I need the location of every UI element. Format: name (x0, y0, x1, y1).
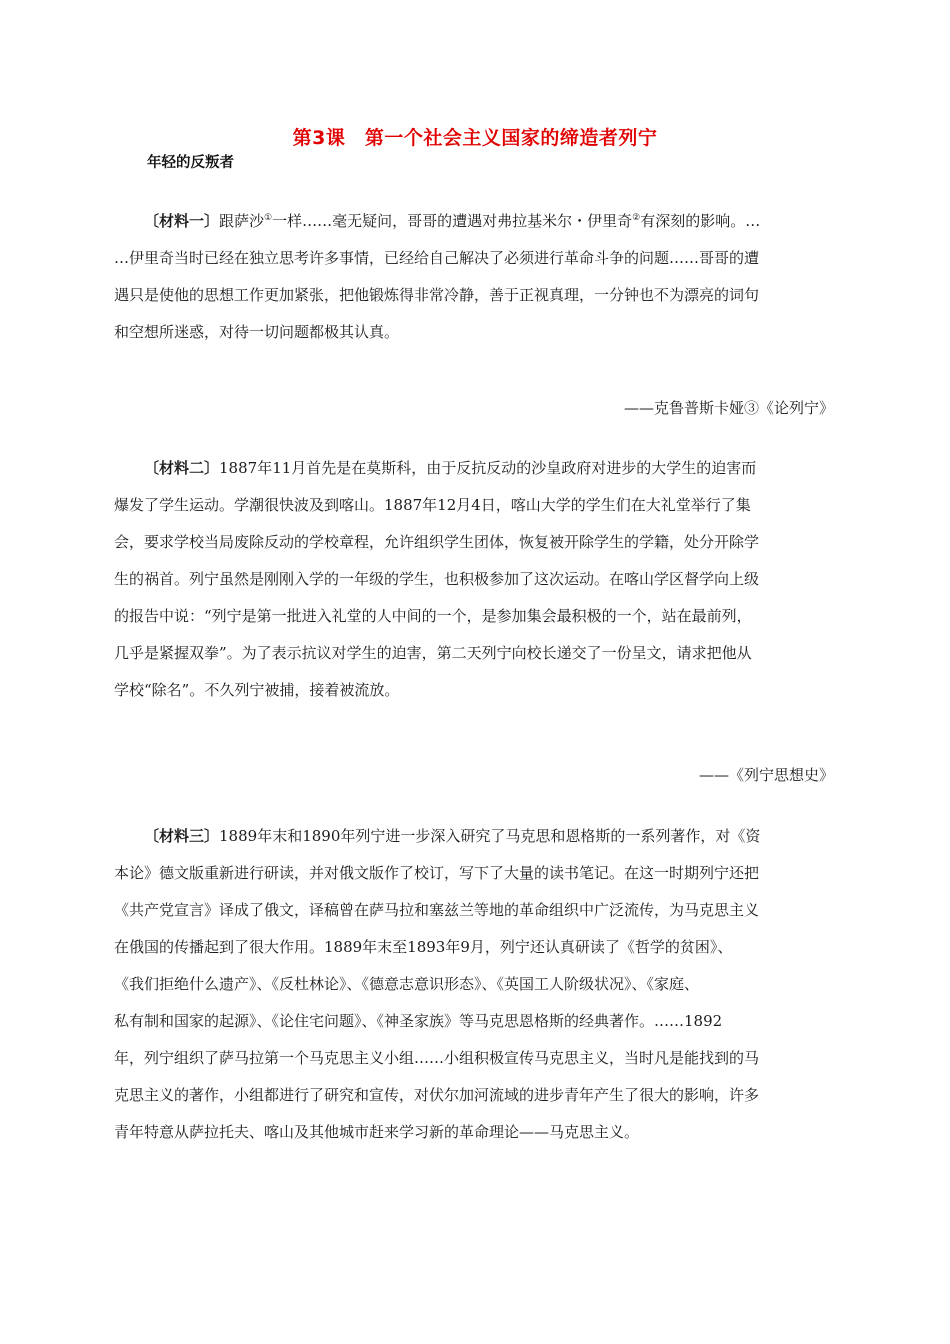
material-two-source: ——《列宁思想史》 (698, 766, 834, 784)
text-run: 跟萨沙 (219, 212, 265, 230)
material-two-paragraph (114, 450, 836, 709)
paragraph-line: 在俄国的传播起到了很大作用。1889年末至1893年9月，列宁还认真研读了《哲学的贫困》、 (114, 938, 733, 956)
paragraph-line: 和空想所迷惑，对待一切问题都极其认真。 (114, 323, 400, 341)
paragraph-line (114, 203, 836, 240)
material-one-source: ——克鲁普斯卡娅③《论列宁》 (623, 399, 834, 417)
paragraph-line: 《共产党宣言》译成了俄文，译稿曾在萨马拉和塞兹兰等地的革命组织中广泛流传，为马克思主义 (114, 901, 760, 919)
paragraph-line: 的报告中说：“列宁是第一批进入礼堂的人中间的一个，是参加集会最积极的一个，站在最前列， (114, 607, 752, 625)
material-tag: 〔材料三〕 (144, 827, 220, 845)
paragraph-line: 几乎是紧握双拳”。为了表示抗议对学生的迫害，第二天列宁向校长递交了一份呈文，请求把他从 (114, 644, 752, 662)
paragraph-line: 年，列宁组织了萨马拉第一个马克思主义小组……小组积极宣传马克思主义，当时凡是能找到的马 (114, 1049, 760, 1067)
paragraph-line: …伊里奇当时已经在独立思考许多事情，已经给自己解决了必须进行革命斗争的问题……哥哥的遭 (114, 249, 760, 267)
paragraph-line (114, 450, 836, 487)
text-run: 1889年末和1890年列宁进一步深入研究了马克思和恩格斯的一系列著作，对《资 (219, 827, 761, 845)
material-tag: 〔材料二〕 (144, 459, 220, 477)
material-tag: 〔材料一〕 (144, 212, 220, 230)
paragraph-line: 爆发了学生运动。学潮很快波及到喀山。1887年12月4日，喀山大学的学生们在大礼堂举行了集 (114, 496, 751, 514)
paragraph-line: 青年特意从萨拉托夫、喀山及其他城市赶来学习新的革命理论——马克思主义。 (114, 1123, 640, 1141)
paragraph-line: 会，要求学校当局废除反动的学校章程，允许组织学生团体，恢复被开除学生的学籍，处分开除学 (114, 533, 760, 551)
page-title: 第3课 第一个社会主义国家的缔造者列宁 (292, 127, 658, 149)
paragraph-line: 学校“除名”。不久列宁被捕，接着被流放。 (114, 681, 400, 699)
paragraph-line: 生的祸首。列宁虽然是刚刚入学的一年级的学生，也积极参加了这次运动。在喀山学区督学向上级 (114, 570, 760, 588)
text-run: 有深刻的影响。… (640, 212, 761, 230)
footnote-mark: ① (264, 213, 273, 223)
material-one-paragraph (114, 203, 836, 351)
paragraph-line: 《我们拒绝什么遗产》、《反杜林论》、《德意志意识形态》、《英国工人阶级状况》、《家庭、 (114, 975, 700, 993)
text-run: 1887年11月首先是在莫斯科，由于反抗反动的沙皇政府对进步的大学生的迫害而 (219, 459, 757, 477)
footnote-mark: ② (632, 213, 641, 223)
paragraph-line: 克思主义的著作，小组都进行了研究和宣传，对伏尔加河流域的进步青年产生了很大的影响，许多 (114, 1086, 760, 1104)
paragraph-line (114, 818, 836, 855)
paragraph-line: 本论》德文版重新进行研读，并对俄文版作了校订，写下了大量的读书笔记。在这一时期列宁还把 (114, 864, 760, 882)
paragraph-line: 私有制和国家的起源》、《论住宅问题》、《神圣家族》等马克思恩格斯的经典著作。……1892 (114, 1012, 723, 1030)
section-subtitle: 年轻的反叛者 (147, 155, 234, 171)
material-three-paragraph (114, 818, 836, 1151)
text-run: 一样……毫无疑问，哥哥的遭遇对弗拉基米尔・伊里奇 (272, 212, 633, 230)
paragraph-line: 遇只是使他的思想工作更加紧张，把他锻炼得非常冷静，善于正视真理，一分钟也不为漂亮的词句 (114, 286, 760, 304)
